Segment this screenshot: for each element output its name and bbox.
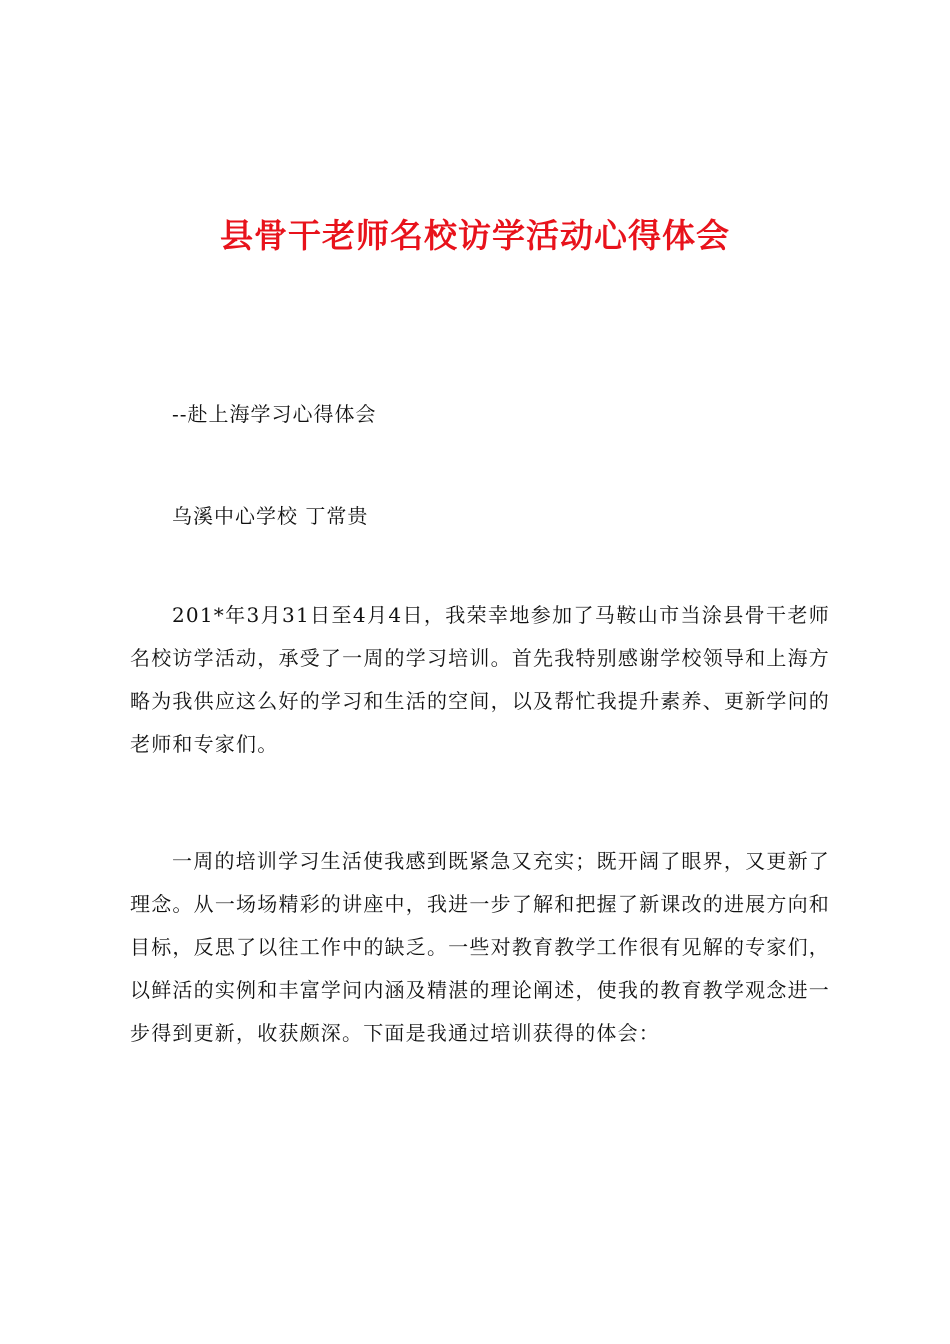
body-paragraph: 一周的培训学习生活使我感到既紧急又充实；既开阔了眼界，又更新了理念。从一场场精彩的讲座中，我进一步了解和把握了新课改的进展方向和目标，反思了以往工作中的缺乏。一些对教育教学工作很有见解的专家们，以鲜活的实例和丰富学问内涵及精湛的理论阐述，使我的教育教学观念进一步得到更新，收获颇深。下面是我通过培训获得的体会： <box>130 849 830 1045</box>
document-title: 县骨干老师名校访学活动心得体会 <box>220 216 730 255</box>
author-line: 乌溪中心学校 丁常贵 <box>172 504 369 528</box>
document-subtitle: --赴上海学习心得体会 <box>172 402 377 426</box>
body-paragraph: 201*年3月31日至4月4日，我荣幸地参加了马鞍山市当涂县骨干老师名校访学活动，承受了一周的学习培训。首先我特别感谢学校领导和上海方略为我供应这么好的学习和生活的空间，以及帮忙我提升素养、更新学问的老师和专家们。 <box>130 603 830 756</box>
